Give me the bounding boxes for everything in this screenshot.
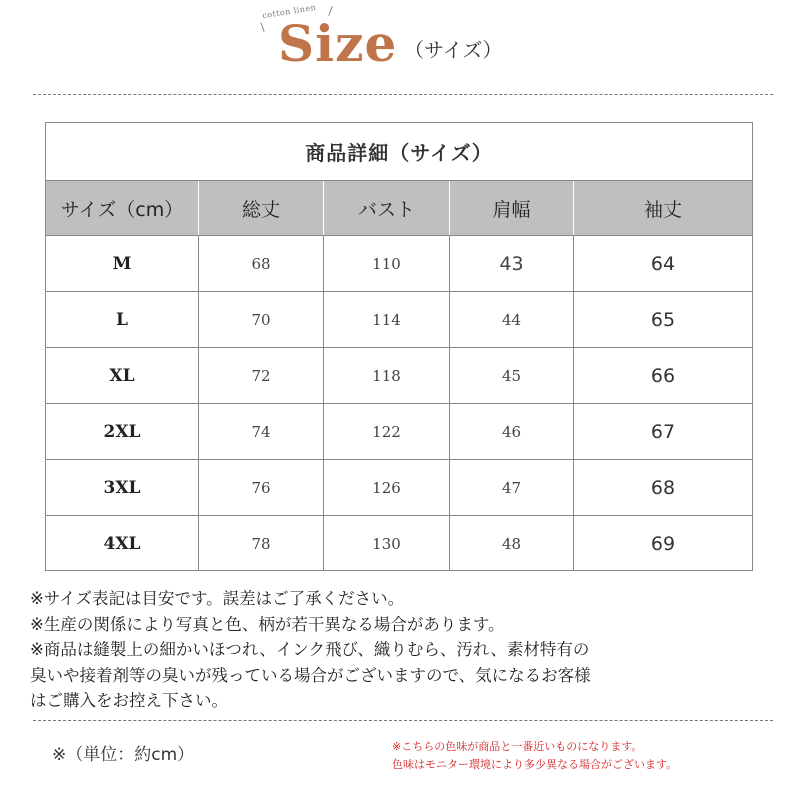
table-title: 商品詳細（サイズ）	[46, 123, 752, 181]
cell-shoulder: 43	[450, 236, 574, 291]
table-row	[46, 404, 752, 460]
cell-sleeve: 67	[650, 420, 676, 443]
cell-shoulder: 45	[450, 348, 574, 403]
cell-sleeve: 64	[650, 252, 676, 275]
cell-shoulder: 46	[450, 404, 574, 459]
cell-length: 68	[199, 236, 324, 291]
color-disclaimer	[392, 738, 677, 774]
cell-length: 78	[199, 516, 324, 571]
unit-note: ※（単位：約cm）	[52, 745, 195, 765]
note-line: はご購入をお控え下さい。	[30, 691, 228, 710]
note-line: ※生産の関係により写真と色、柄が若干異なる場合があります。	[30, 614, 505, 634]
cell-bust: 130	[324, 516, 450, 571]
color-note-line: ※こちらの色味が商品と一番近いものになります。	[392, 740, 643, 753]
cell-length: 74	[199, 404, 324, 459]
color-note-line: 色味はモニター環境により多少異なる場合がございます。	[392, 758, 678, 771]
cell-size: 2XL	[46, 404, 199, 459]
tagline-left-tick	[260, 22, 264, 32]
column-header-sleeve: 袖丈	[643, 198, 682, 221]
column-header-bust: バスト	[324, 181, 450, 235]
note-line: ※商品は縫製上の細かいほつれ、インク飛び、織りむら、汚れ、素材特有の	[30, 640, 590, 659]
cell-bust: 118	[324, 348, 450, 403]
table-row	[46, 516, 752, 571]
cell-sleeve: 69	[650, 532, 676, 555]
cell-bust: 122	[324, 404, 450, 459]
cell-shoulder: 44	[450, 292, 574, 347]
cell-bust: 126	[324, 460, 450, 515]
note-line: 臭いや接着剤等の臭いが残っている場合がございますので、気になるお客様	[30, 665, 591, 685]
cell-sleeve: 68	[650, 476, 676, 499]
page-header	[0, 0, 800, 90]
cell-bust: 114	[324, 292, 450, 347]
column-header-length: 総丈	[199, 181, 324, 235]
cell-size: 3XL	[46, 460, 199, 515]
size-subtitle: （サイズ）	[404, 38, 503, 62]
cell-size: L	[46, 292, 199, 347]
cell-size: XL	[46, 348, 199, 403]
size-title: Size	[278, 14, 398, 73]
table-row	[46, 292, 752, 348]
cell-length: 76	[199, 460, 324, 515]
cell-length: 70	[199, 292, 324, 347]
table-row	[46, 236, 752, 292]
cell-shoulder: 48	[450, 516, 574, 571]
note-line: ※サイズ表記は目安です。誤差はご了承ください。	[30, 589, 405, 608]
top-divider	[33, 94, 773, 95]
cell-sleeve: 65	[650, 308, 676, 331]
column-header-size: サイズ（cm）	[46, 181, 199, 235]
table-row	[46, 460, 752, 516]
header-tagline: cotton linen	[261, 2, 317, 21]
cell-size: M	[46, 236, 199, 291]
size-notes	[30, 586, 790, 714]
cell-bust: 110	[324, 236, 450, 291]
cell-shoulder: 47	[450, 460, 574, 515]
cell-size: 4XL	[46, 516, 199, 571]
size-table	[45, 122, 753, 571]
bottom-divider	[33, 720, 773, 721]
column-header-shoulder: 肩幅	[450, 181, 574, 235]
cell-length: 72	[199, 348, 324, 403]
table-row	[46, 348, 752, 404]
table-header-row	[46, 181, 752, 236]
cell-sleeve: 66	[650, 364, 676, 387]
